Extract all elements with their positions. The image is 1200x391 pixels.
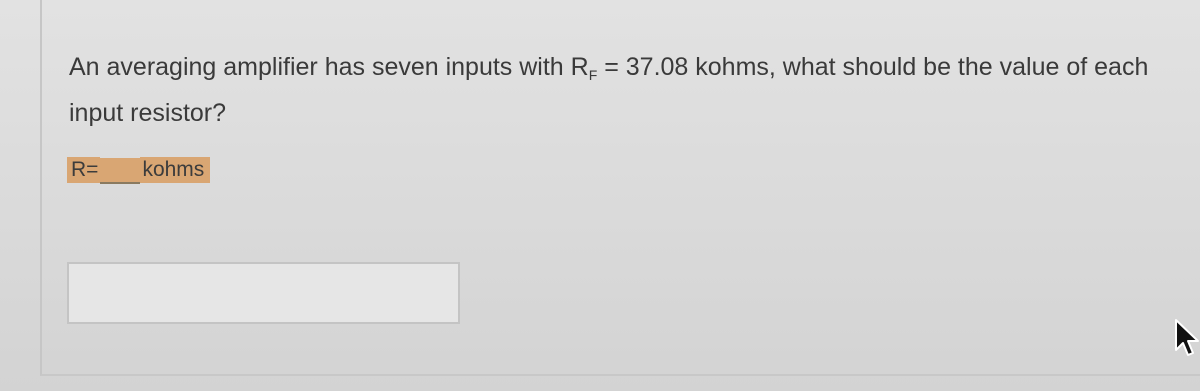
question-text [69,48,1179,132]
answer-prompt [67,156,210,184]
answer-unit-label: kohms [140,157,210,183]
answer-input[interactable] [67,262,460,324]
answer-prompt-label: R= [67,157,100,183]
mouse-pointer-icon [1168,316,1200,358]
question-text-before: An averaging amplifier has seven inputs with R [69,53,589,81]
answer-blank [100,158,140,184]
resistor-subscript: F [588,67,598,83]
question-text-after: = 37.08 kohms, what should be the value of each input resistor? [69,53,1149,127]
